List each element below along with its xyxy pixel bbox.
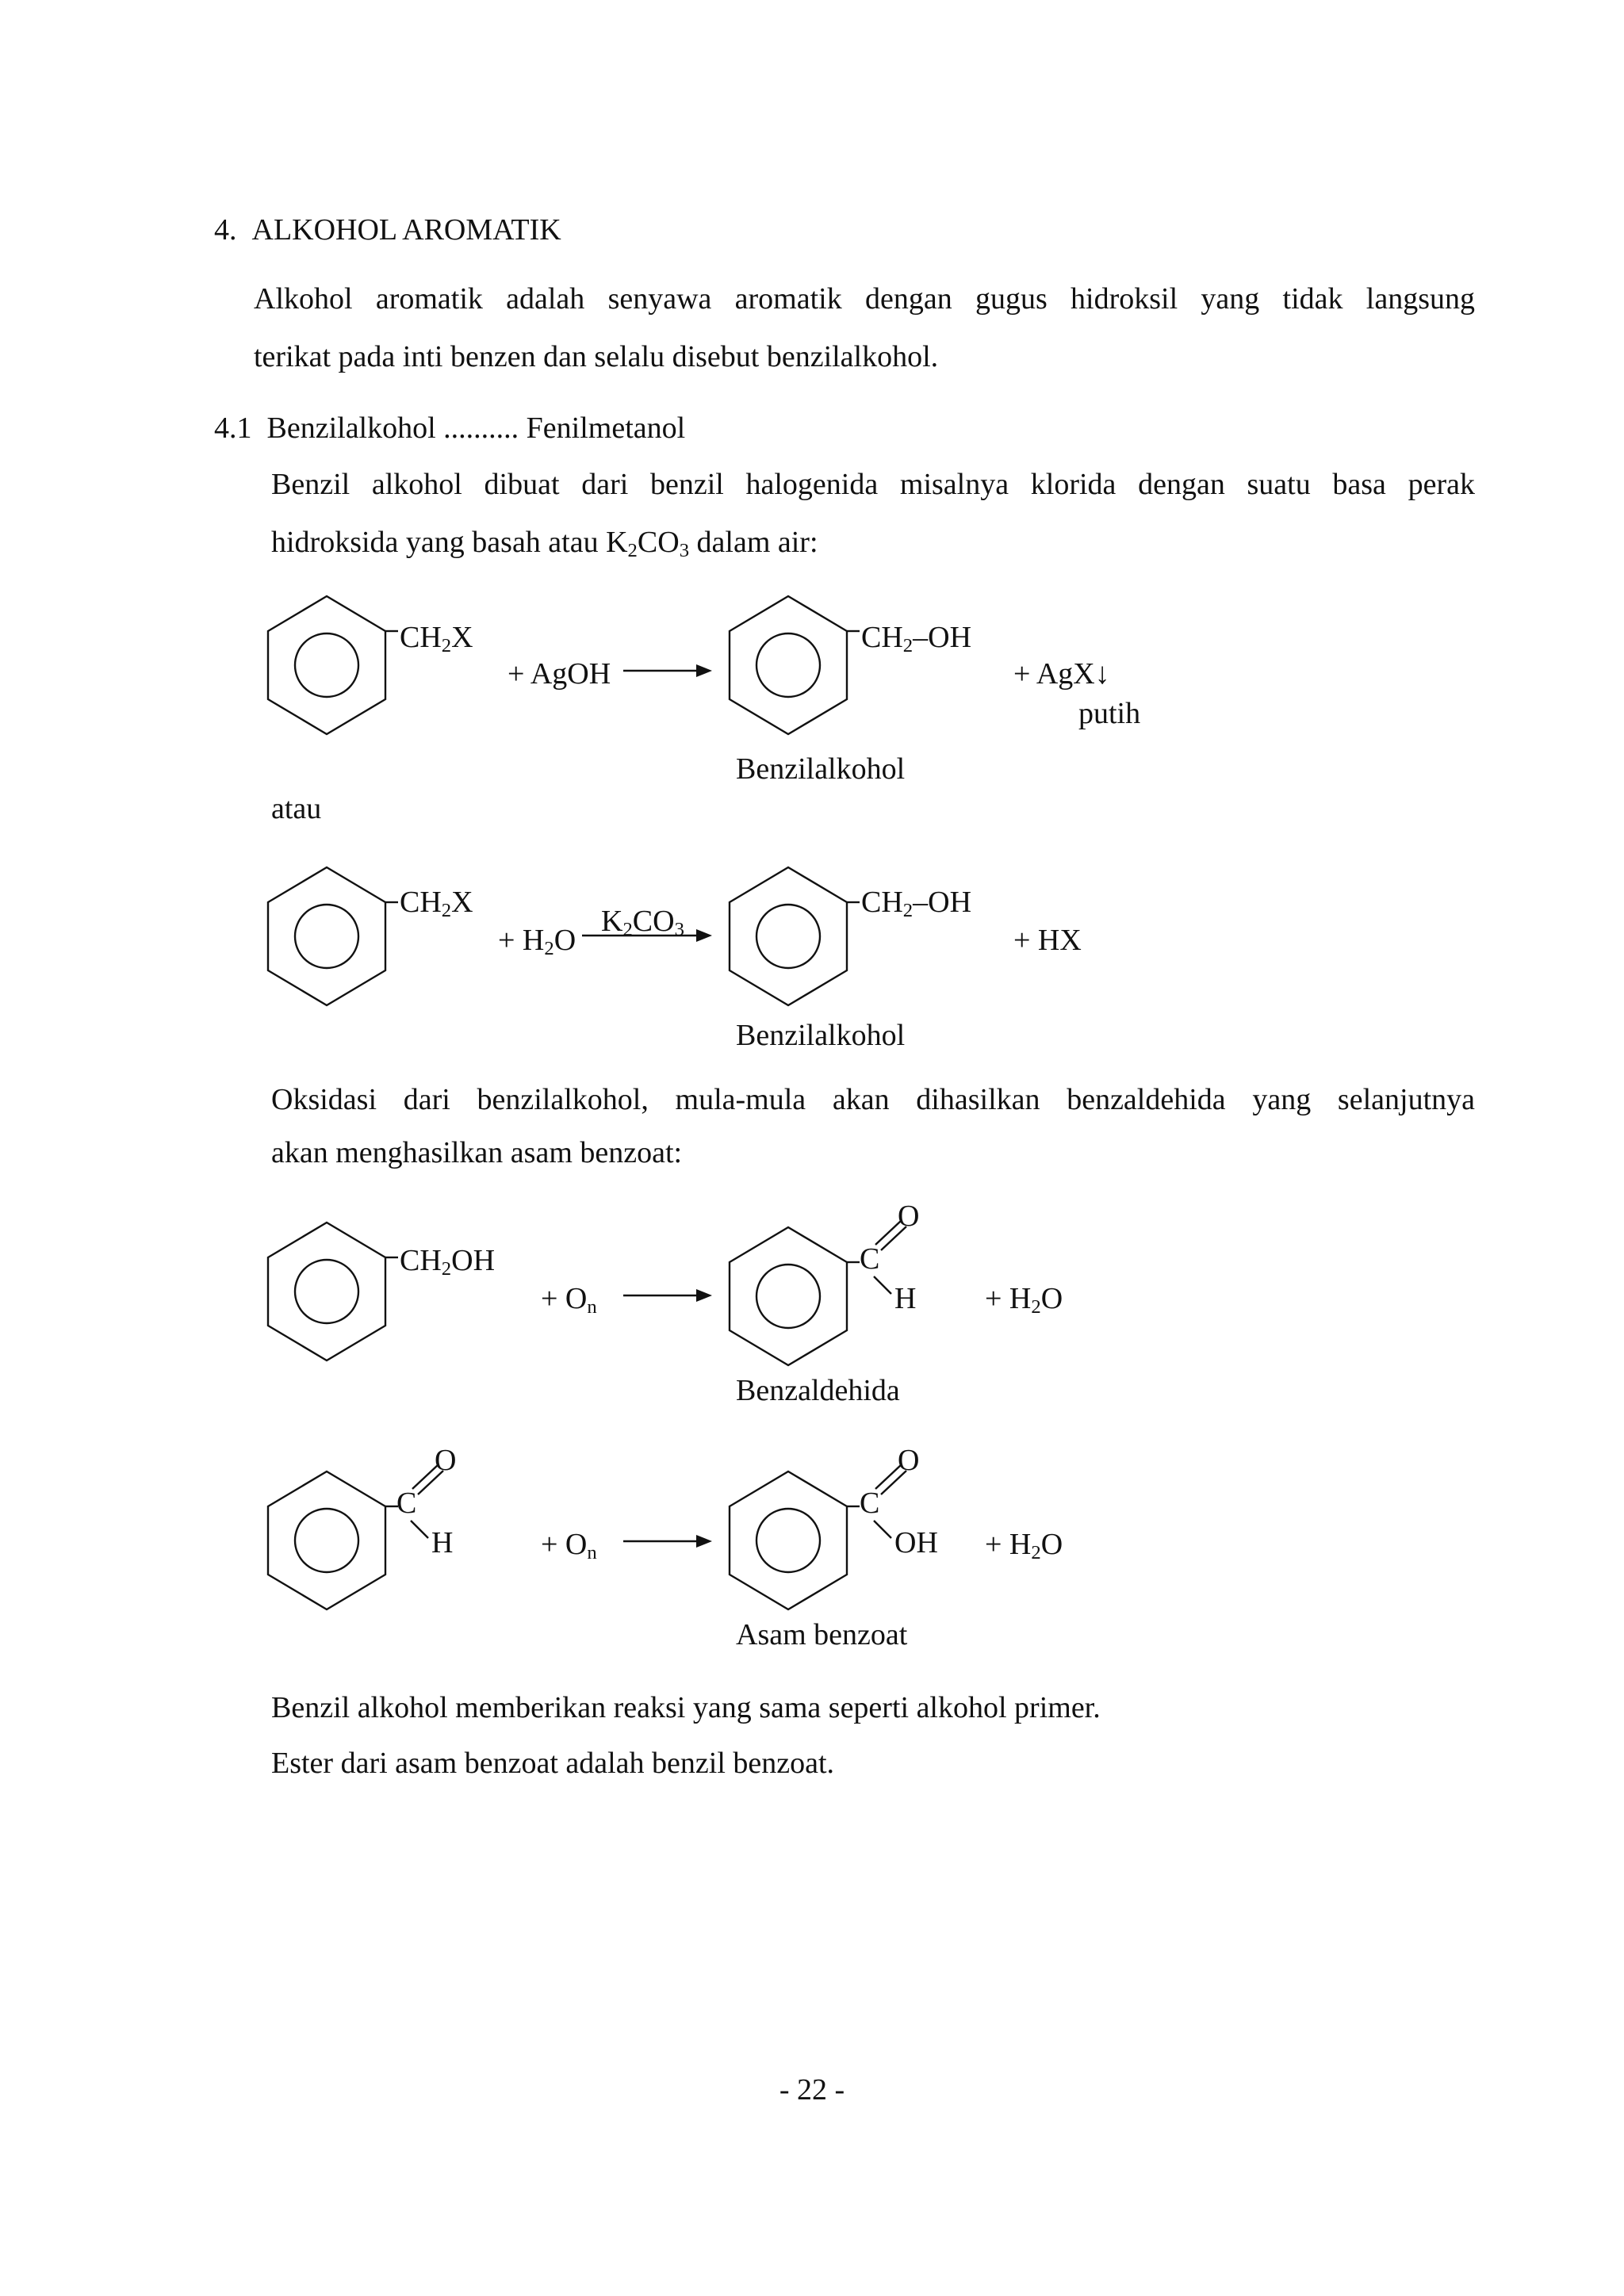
- r1-product-group: $CH_2-OH$: [861, 621, 972, 657]
- subsection-number: 4.1: [214, 411, 252, 445]
- r1-reactant-group: $CH_2X$: [400, 621, 473, 657]
- page-number: - 22 -: [779, 2073, 845, 2107]
- r4-reactant-carbon: C: [396, 1487, 417, 1520]
- section-title: ALKOHOL AROMATIK: [251, 213, 561, 247]
- connector-atau: atau: [271, 792, 322, 825]
- r2-byproduct: + HX: [1013, 924, 1082, 957]
- intro-line-2: terikat pada inti benzen dan selalu disebut benzilalkohol.: [254, 340, 939, 373]
- para1-line-1: Benzil alkohol dibuat dari benzil halogenida misalnya klorida dengan suatu basa perak: [271, 468, 1475, 501]
- oxidation-line-1: Oksidasi dari benzilalkohol, mula-mula akan dihasilkan benzaldehida yang selanjutnya: [271, 1083, 1475, 1116]
- para1-line-2: hidroksida yang basah atau $K_2CO_3$ dalam air:: [271, 526, 818, 562]
- r1-reagent: + AgOH: [508, 657, 611, 691]
- r1-byproduct-note: putih: [1078, 697, 1141, 730]
- r3-product-name: Benzaldehida: [736, 1374, 900, 1407]
- benzene-ring-r2-reactant: [268, 867, 398, 1005]
- r2-catalyst: $K_2CO_3$: [601, 905, 684, 941]
- benzene-ring-r3-reactant: [268, 1223, 398, 1360]
- r4-product-name: Asam benzoat: [736, 1618, 908, 1651]
- r4-product-carbon: C: [860, 1487, 880, 1520]
- benzene-ring-r1-product: [730, 596, 860, 734]
- r3-product-oxygen: O: [898, 1200, 920, 1233]
- r4-byproduct: + $H_2O$: [985, 1528, 1063, 1564]
- r2-product-group: $CH_2-OH$: [861, 886, 972, 922]
- r2-reactant-group: $CH_2X$: [400, 886, 473, 922]
- closing-line-2: Ester dari asam benzoat adalah benzil benzoat.: [271, 1747, 835, 1780]
- subsection-heading: [214, 411, 685, 447]
- r2-reagent: + $H_2O$: [498, 924, 576, 960]
- r3-byproduct: + $H_2O$: [985, 1282, 1063, 1318]
- benzene-ring-r2-product: [730, 867, 860, 1005]
- subsection-title: Benzilalkohol .......... Fenilmetanol: [266, 411, 686, 445]
- r4-reactant-hydrogen: H: [431, 1526, 454, 1559]
- reaction-arrow-r1: [623, 664, 712, 677]
- r4-reactant-oxygen: O: [435, 1444, 457, 1477]
- r3-product-hydrogen: H: [894, 1282, 917, 1315]
- benzene-ring-r4-product: [730, 1471, 860, 1609]
- reaction-arrow-r4: [623, 1535, 712, 1548]
- oxidation-line-2: akan menghasilkan asam benzoat:: [271, 1136, 683, 1169]
- r3-product-carbon: C: [860, 1242, 880, 1276]
- r3-reactant-group: $CH_2OH$: [400, 1244, 496, 1280]
- r1-product-name: Benzilalkohol: [736, 752, 906, 786]
- r4-product-hydroxyl: OH: [894, 1526, 938, 1559]
- closing-line-1: Benzil alkohol memberikan reaksi yang sama seperti alkohol primer.: [271, 1691, 1101, 1724]
- r4-reagent: + $O_n$: [541, 1528, 597, 1564]
- benzene-ring-r4-reactant: [268, 1471, 398, 1609]
- r3-reagent: + $O_n$: [541, 1282, 597, 1318]
- section-number: 4.: [214, 213, 237, 247]
- reaction-arrow-r3: [623, 1289, 712, 1302]
- benzene-ring-r1-reactant: [268, 596, 398, 734]
- r4-product-oxygen: O: [898, 1444, 920, 1477]
- intro-line-1: Alkohol aromatik adalah senyawa aromatik dengan gugus hidroksil yang tidak langsung: [254, 282, 1475, 316]
- r2-product-name: Benzilalkohol: [736, 1019, 906, 1052]
- r1-byproduct: + AgX↓: [1013, 657, 1110, 691]
- benzene-ring-r3-product: [730, 1227, 860, 1365]
- section-heading: [214, 212, 561, 249]
